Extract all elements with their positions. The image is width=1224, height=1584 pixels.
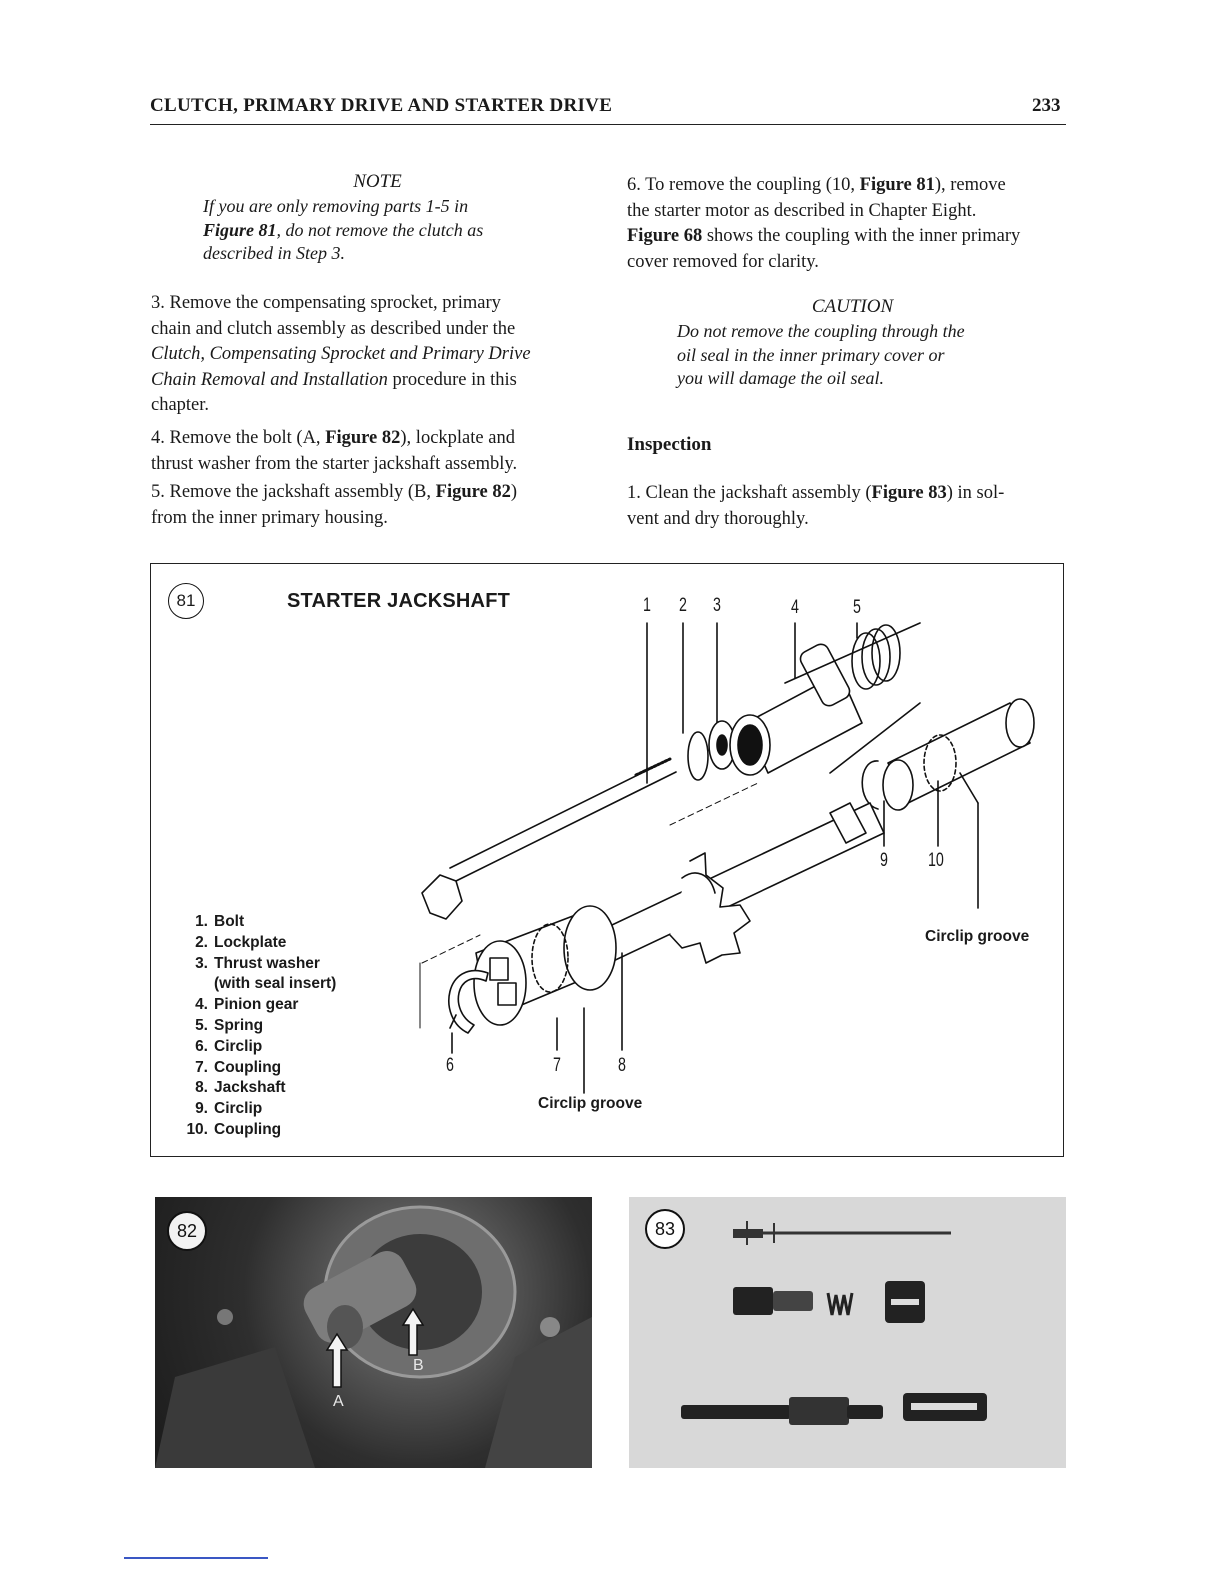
caution-line: you will damage the oil seal. <box>677 368 884 388</box>
text: ), lockplate and <box>400 428 515 448</box>
figure-reference: Figure 83 <box>871 483 947 503</box>
figure-reference: Figure 82 <box>435 482 511 502</box>
arrow-b-icon <box>401 1307 425 1359</box>
callout-3: 3 <box>713 595 721 616</box>
figure-number-badge: 83 <box>645 1209 685 1249</box>
step-6 <box>627 173 1067 275</box>
legend-number: 5. <box>195 1016 208 1034</box>
legend-number: 3. <box>195 954 208 972</box>
caution-line: Do not remove the coupling through the <box>677 321 965 341</box>
text-line <box>627 224 1067 250</box>
text-line <box>151 368 591 394</box>
legend-number: 2. <box>195 933 208 951</box>
legend-label: Coupling <box>214 1120 282 1138</box>
text-line: cover removed for clarity. <box>627 251 819 272</box>
text: 4. Remove the bolt (A, <box>151 428 326 448</box>
circlip-groove-label-bottom: Circlip groove <box>538 1095 643 1112</box>
caution-title: CAUTION <box>811 296 894 317</box>
text: shows the coupling with the inner primary <box>702 226 1021 246</box>
callout-4: 4 <box>791 597 799 618</box>
text: 1. Clean the jackshaft assembly ( <box>627 483 872 503</box>
caution-body <box>677 320 1037 391</box>
page-number: 233 <box>1032 95 1061 116</box>
note-line: described in Step 3. <box>203 243 345 263</box>
section-heading: Inspection <box>627 434 712 455</box>
note-text: , do not remove the clutch as <box>276 219 484 240</box>
callout-8: 8 <box>618 1055 626 1076</box>
text-line: 3. Remove the compensating sprocket, primary <box>151 293 501 313</box>
text-line: chapter. <box>151 395 210 415</box>
text-line <box>627 481 1067 507</box>
header-rule <box>150 124 1066 125</box>
jackshaft-parts-illustration <box>629 1197 1066 1468</box>
note-body <box>203 195 563 266</box>
figure-reference: Figure 81 <box>859 175 935 195</box>
text-line: the starter motor as described in Chapter Eight. <box>627 200 977 221</box>
figure-82-photo <box>155 1197 592 1468</box>
legend-label: Lockplate <box>214 933 287 951</box>
callout-6: 6 <box>446 1055 454 1076</box>
text-line: thrust washer from the starter jackshaft assembly. <box>151 453 518 474</box>
legend-number: 6. <box>195 1037 208 1055</box>
text: 5. Remove the jackshaft assembly (B, <box>151 482 436 502</box>
engine-housing-illustration <box>155 1197 592 1468</box>
callout-5: 5 <box>853 597 861 618</box>
note-line <box>203 219 563 243</box>
text-line <box>151 426 591 452</box>
text: ), remove <box>934 175 1006 195</box>
figure-reference: Figure 68 <box>627 226 703 246</box>
footer-rule <box>124 1557 268 1559</box>
text: 6. To remove the coupling (10, <box>627 175 860 195</box>
arrow-a-icon <box>325 1332 349 1392</box>
legend-label: (with seal insert) <box>214 975 337 993</box>
running-header: CLUTCH, PRIMARY DRIVE AND STARTER DRIVE <box>150 95 613 116</box>
legend-number: 10. <box>186 1120 208 1138</box>
legend-number: 7. <box>195 1058 208 1076</box>
legend-label: Jackshaft <box>214 1079 286 1097</box>
legend-label: Pinion gear <box>214 996 299 1014</box>
step-3 <box>151 291 591 419</box>
callout-2: 2 <box>679 595 687 616</box>
text-line: Clutch, Compensating Sprocket and Primary Drive <box>151 344 531 364</box>
text-line: from the inner primary housing. <box>151 507 388 528</box>
callout-9: 9 <box>880 850 888 871</box>
figure-number-badge: 81 <box>168 583 204 619</box>
legend-label: Circlip <box>214 1100 263 1118</box>
legend-number: 8. <box>195 1079 208 1097</box>
legend-label: Circlip <box>214 1037 263 1055</box>
legend-number: 9. <box>195 1100 208 1118</box>
text-line: vent and dry thoroughly. <box>627 508 809 529</box>
text-line <box>151 480 591 506</box>
label-a: A <box>333 1393 344 1410</box>
callout-10: 10 <box>928 850 944 871</box>
circlip-groove-label-right: Circlip groove <box>925 928 1030 945</box>
text: procedure in this <box>387 369 517 390</box>
text-line: chain and clutch assembly as described under the <box>151 318 516 339</box>
legend-label: Thrust washer <box>214 954 320 972</box>
figure-number-badge: 82 <box>167 1211 207 1251</box>
step-4 <box>151 426 591 477</box>
step-5 <box>151 480 591 531</box>
legend-number: 4. <box>195 996 208 1014</box>
note-title: NOTE <box>353 171 402 192</box>
figure-reference: Figure 81 <box>203 219 277 240</box>
legend-label: Coupling <box>214 1058 282 1076</box>
exploded-view-drawing <box>150 563 1064 1157</box>
legend-number: 1. <box>195 913 208 930</box>
legend-label: Bolt <box>214 913 245 930</box>
procedure-title: Chain Removal and Installation <box>151 369 388 390</box>
callout-1: 1 <box>643 595 651 616</box>
legend-label: Spring <box>214 1016 264 1034</box>
caution-line: oil seal in the inner primary cover or <box>677 344 945 365</box>
label-b: B <box>413 1357 424 1374</box>
text: ) in sol- <box>946 483 1005 503</box>
note-line: If you are only removing parts 1-5 in <box>203 196 469 216</box>
inspection-step-1 <box>627 481 1067 532</box>
text-line <box>627 173 1067 199</box>
callout-7: 7 <box>553 1055 561 1076</box>
figure-reference: Figure 82 <box>325 428 401 448</box>
figure-title: STARTER JACKSHAFT <box>287 590 511 612</box>
text: ) <box>510 482 518 502</box>
figure-83-photo <box>629 1197 1066 1468</box>
